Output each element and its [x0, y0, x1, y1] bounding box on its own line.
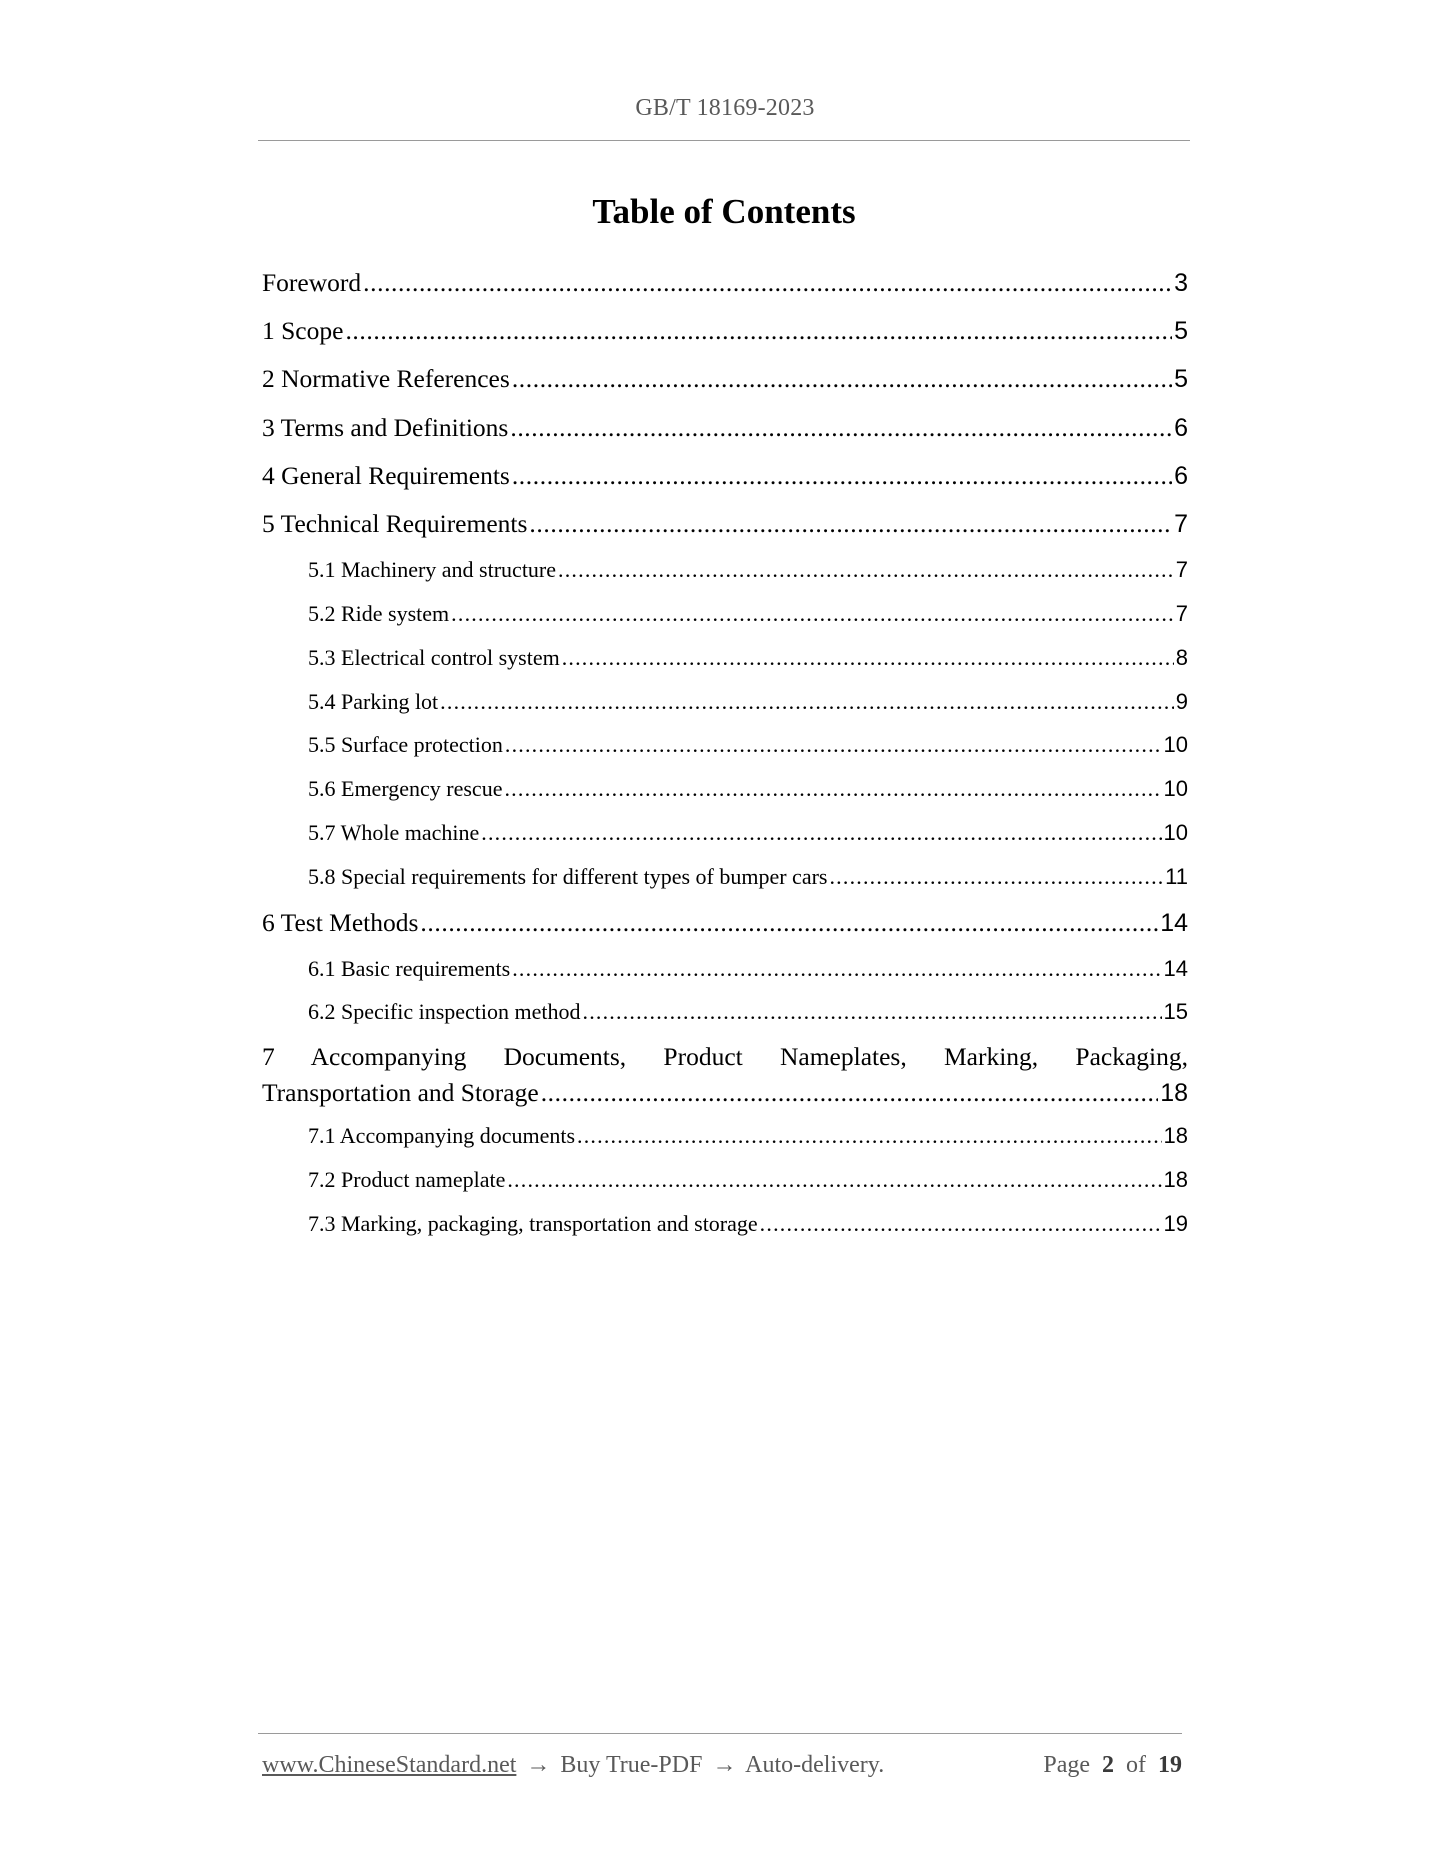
toc-entry-page: 7 — [1175, 600, 1188, 626]
toc-entry-page: 10 — [1163, 819, 1188, 845]
page-word: Page — [1043, 1752, 1090, 1778]
toc-entry-emergency-rescue[interactable] — [262, 770, 1188, 814]
leader-dots — [512, 950, 1161, 988]
leader-dots — [512, 358, 1172, 400]
toc-entry-page: 7 — [1174, 509, 1188, 538]
of-word: of — [1126, 1752, 1146, 1778]
toc-entry-page: 5 — [1174, 365, 1188, 394]
toc-entry-page: 18 — [1160, 1079, 1188, 1108]
toc-entry-machinery-and-structure[interactable] — [262, 551, 1188, 595]
toc-entry-page: 18 — [1163, 1167, 1188, 1193]
toc-entry-page: 6 — [1174, 413, 1188, 442]
toc-entry-page: 10 — [1163, 732, 1188, 758]
toc-entry-marking-packaging[interactable] — [262, 1205, 1188, 1249]
toc-entry-page: 7 — [1175, 557, 1188, 583]
leader-dots — [507, 1161, 1161, 1199]
page-current: 2 — [1102, 1752, 1114, 1778]
leader-dots — [510, 407, 1172, 449]
leader-dots — [512, 455, 1172, 497]
toc-entry-label: Foreword — [262, 268, 362, 297]
auto-delivery-text: Auto-delivery. — [745, 1752, 885, 1778]
toc-entry-page: 11 — [1165, 863, 1188, 889]
toc-entry-page: 5 — [1174, 317, 1188, 346]
toc-entry-label: 5.2 Ride system — [308, 600, 450, 626]
arrow-right-icon: → — [712, 1752, 737, 1778]
footer-left — [262, 1752, 884, 1779]
toc-entry-terms-and-definitions[interactable] — [262, 407, 1188, 455]
toc-entry-special-requirements[interactable] — [262, 858, 1188, 902]
leader-dots — [481, 814, 1161, 852]
website-link[interactable]: www.ChineseStandard.net — [262, 1752, 517, 1778]
leader-dots — [504, 770, 1161, 808]
toc-entry-label: 5.7 Whole machine — [308, 819, 480, 845]
toc-entry-label: 5.4 Parking lot — [308, 688, 439, 714]
toc-entry-page: 3 — [1174, 269, 1188, 297]
leader-dots — [440, 683, 1174, 721]
toc-entry-label: 5.5 Surface protection — [308, 732, 503, 758]
leader-dots — [505, 726, 1162, 764]
toc-entry-label: 4 General Requirements — [262, 460, 510, 490]
toc-entry-label: 2 Normative References — [262, 364, 510, 394]
toc-entry-general-requirements[interactable] — [262, 455, 1188, 503]
toc-entry-label: 5.6 Emergency rescue — [308, 776, 503, 802]
toc-entry-scope[interactable] — [262, 310, 1188, 358]
toc-entry-label: 7.1 Accompanying documents — [308, 1123, 576, 1149]
page-header: GB/T 18169-2023 — [635, 95, 815, 121]
leader-dots — [451, 595, 1174, 633]
toc-title: Table of Contents — [592, 192, 856, 231]
toc-entry-normative-references[interactable] — [262, 358, 1188, 406]
toc-entry-ride-system[interactable] — [262, 595, 1188, 639]
toc-entry-whole-machine[interactable] — [262, 814, 1188, 858]
leader-dots — [829, 858, 1163, 896]
leader-dots — [583, 993, 1162, 1031]
toc-entry-label: 6.1 Basic requirements — [308, 955, 511, 981]
toc-entry-electrical-control-system[interactable] — [262, 639, 1188, 683]
toc-entry-foreword[interactable] — [262, 262, 1188, 310]
toc-entry-page: 18 — [1163, 1123, 1188, 1149]
toc-entry-label-line2: Transportation and Storage — [262, 1078, 539, 1108]
toc-entry-parking-lot[interactable] — [262, 683, 1188, 727]
leader-dots — [577, 1117, 1162, 1155]
toc-entry-label: 6 Test Methods — [262, 907, 419, 937]
toc-entry-label: 5.3 Electrical control system — [308, 644, 560, 670]
toc-entry-specific-inspection-method[interactable] — [262, 993, 1188, 1037]
buy-true-pdf-text: Buy True-PDF — [560, 1752, 703, 1778]
page-indicator — [1043, 1752, 1182, 1779]
toc-entry-page: 15 — [1163, 999, 1188, 1025]
footer-divider — [258, 1733, 1182, 1734]
toc-entry-label: 7.2 Product nameplate — [308, 1167, 506, 1193]
toc-entry-label: 3 Terms and Definitions — [262, 412, 509, 442]
toc-entry-label: 5.1 Machinery and structure — [308, 557, 557, 583]
toc-entry-page: 14 — [1163, 955, 1188, 981]
leader-dots — [562, 639, 1174, 677]
toc-entry-page: 9 — [1175, 688, 1188, 714]
page-total: 19 — [1158, 1752, 1182, 1778]
page-footer — [262, 1752, 1182, 1779]
toc-entry-surface-protection[interactable] — [262, 726, 1188, 770]
toc-entry-page: 19 — [1163, 1210, 1188, 1236]
leader-dots — [541, 1075, 1158, 1111]
toc-entry-accompanying-documents-sub[interactable] — [262, 1117, 1188, 1161]
leader-dots — [760, 1205, 1162, 1243]
toc-entry-basic-requirements[interactable] — [262, 950, 1188, 994]
toc-entry-accompanying-documents[interactable] — [262, 1039, 1188, 1111]
toc-entry-label: 7.3 Marking, packaging, transportation and storage — [308, 1210, 758, 1236]
table-of-contents — [262, 262, 1188, 1249]
leader-dots — [420, 902, 1158, 944]
toc-entry-label: 6.2 Specific inspection method — [308, 999, 581, 1025]
toc-entry-label: 5 Technical Requirements — [262, 508, 528, 538]
leader-dots — [558, 551, 1174, 589]
toc-entry-page: 6 — [1174, 461, 1188, 490]
toc-entry-page: 10 — [1163, 776, 1188, 802]
toc-entry-test-methods[interactable] — [262, 902, 1188, 950]
toc-entry-technical-requirements[interactable] — [262, 503, 1188, 551]
toc-entry-page: 14 — [1160, 908, 1188, 937]
toc-entry-product-nameplate[interactable] — [262, 1161, 1188, 1205]
toc-entry-label: 1 Scope — [262, 316, 344, 346]
leader-dots — [363, 262, 1172, 304]
leader-dots — [345, 310, 1172, 352]
header-divider — [258, 140, 1190, 141]
toc-entry-label: 5.8 Special requirements for different types of bumper cars — [308, 863, 828, 889]
toc-entry-label-line1: 7 Accompanying Documents, Product Nameplates, Marking, Packaging, — [262, 1042, 1188, 1072]
toc-entry-page: 8 — [1175, 644, 1188, 670]
leader-dots — [529, 503, 1172, 545]
arrow-right-icon: → — [526, 1752, 551, 1778]
